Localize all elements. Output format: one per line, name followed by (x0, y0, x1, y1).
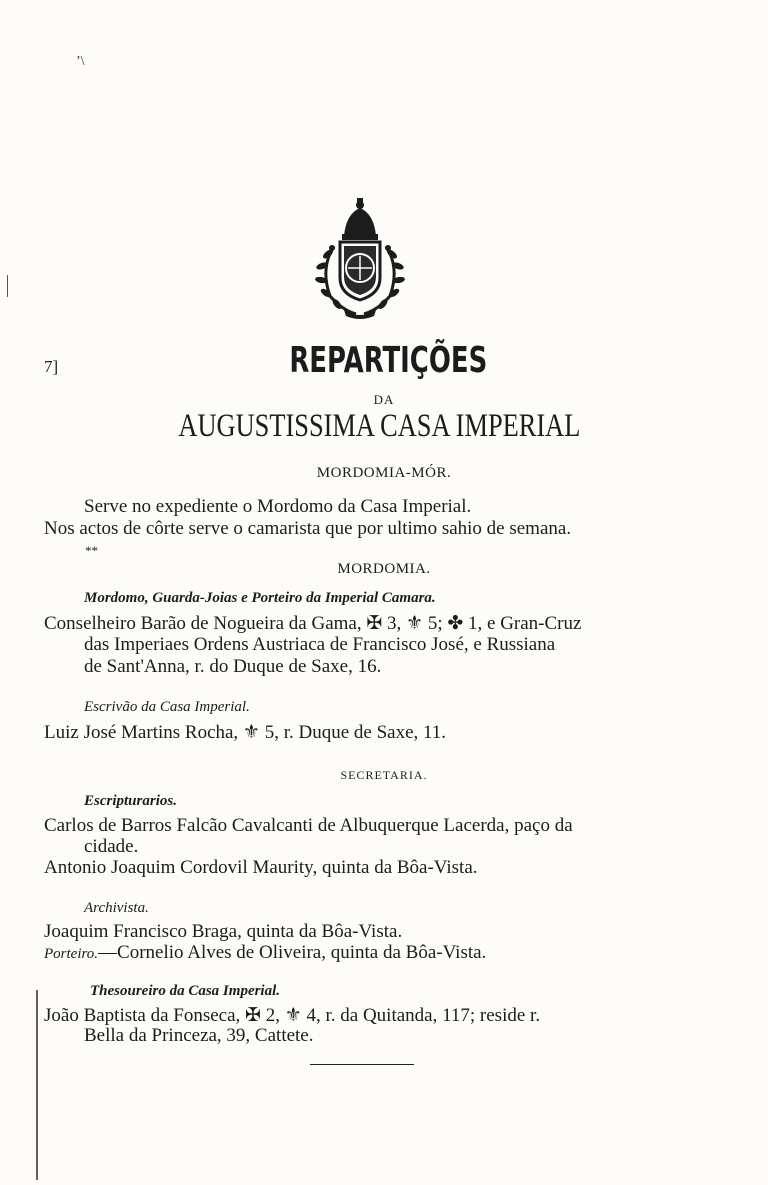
role-heading-thesoureiro: Thesoureiro da Casa Imperial. (90, 983, 281, 999)
entry-line-porteiro (44, 942, 486, 964)
page-number: 7] (44, 357, 59, 376)
role-heading-escrivao: Escrivão da Casa Imperial. (84, 699, 250, 715)
section-heading-mordomia: MORDOMIA. (337, 561, 431, 577)
entry-line: Bella da Princeza, 39, Cattete. (84, 1025, 314, 1046)
margin-binding-mark (36, 990, 38, 1180)
page-subtitle: AUGUSTISSIMA CASA IMPERIAL (178, 408, 581, 444)
title-connector: DA (373, 392, 395, 407)
entry-line: das Imperiaes Ordens Austriaca de Francisco José, e Russiana (84, 634, 556, 655)
stray-mark: ʼ\ (76, 54, 85, 69)
role-heading-escripturarios: Escripturarios. (84, 793, 177, 809)
entry-line: Joaquim Francisco Braga, quinta da Bôa-Vista. (44, 921, 403, 942)
section-heading-mordomia-mor: MORDOMIA-MÓR. (316, 465, 452, 481)
end-rule (310, 1064, 414, 1065)
text-line: Nos actos de côrte serve o camarista que por ultimo sahio de semana. (44, 518, 572, 539)
asterism: ** (85, 543, 98, 558)
entry-line: de Sant'Anna, r. do Duque de Saxe, 16. (84, 656, 382, 677)
role-heading-archivista: Archivista. (84, 900, 149, 916)
entry-line: Antonio Joaquim Cordovil Maurity, quinta da Bôa-Vista. (44, 857, 478, 878)
section-heading-secretaria: SECRETARIA. (340, 768, 428, 782)
entry-line: Conselheiro Barão de Nogueira da Gama, ✠ 3, ⚜ 5; ✤ 1, e Gran-Cruz (44, 613, 582, 634)
porteiro-label: Porteiro. (44, 946, 99, 962)
entry-line: cidade. (84, 836, 139, 857)
entry-line: João Baptista da Fonseca, ✠ 2, ⚜ 4, r. da Quitanda, 117; reside r. (44, 1005, 541, 1026)
margin-mark (7, 275, 8, 297)
imperial-coat-of-arms-icon (304, 196, 416, 322)
page-title: REPARTIÇÕES (289, 340, 488, 381)
role-heading-mordomo: Mordomo, Guarda-Joias e Porteiro da Imperial Camara. (84, 590, 436, 606)
porteiro-entry: —Cornelio Alves de Oliveira, quinta da Bôa-Vista. (98, 942, 487, 963)
entry-line: Carlos de Barros Falcão Cavalcanti de Albuquerque Lacerda, paço da (44, 815, 573, 836)
text-line: Serve no expediente o Mordomo da Casa Imperial. (84, 496, 472, 517)
entry-line: Luiz José Martins Rocha, ⚜ 5, r. Duque de Saxe, 11. (44, 722, 447, 743)
